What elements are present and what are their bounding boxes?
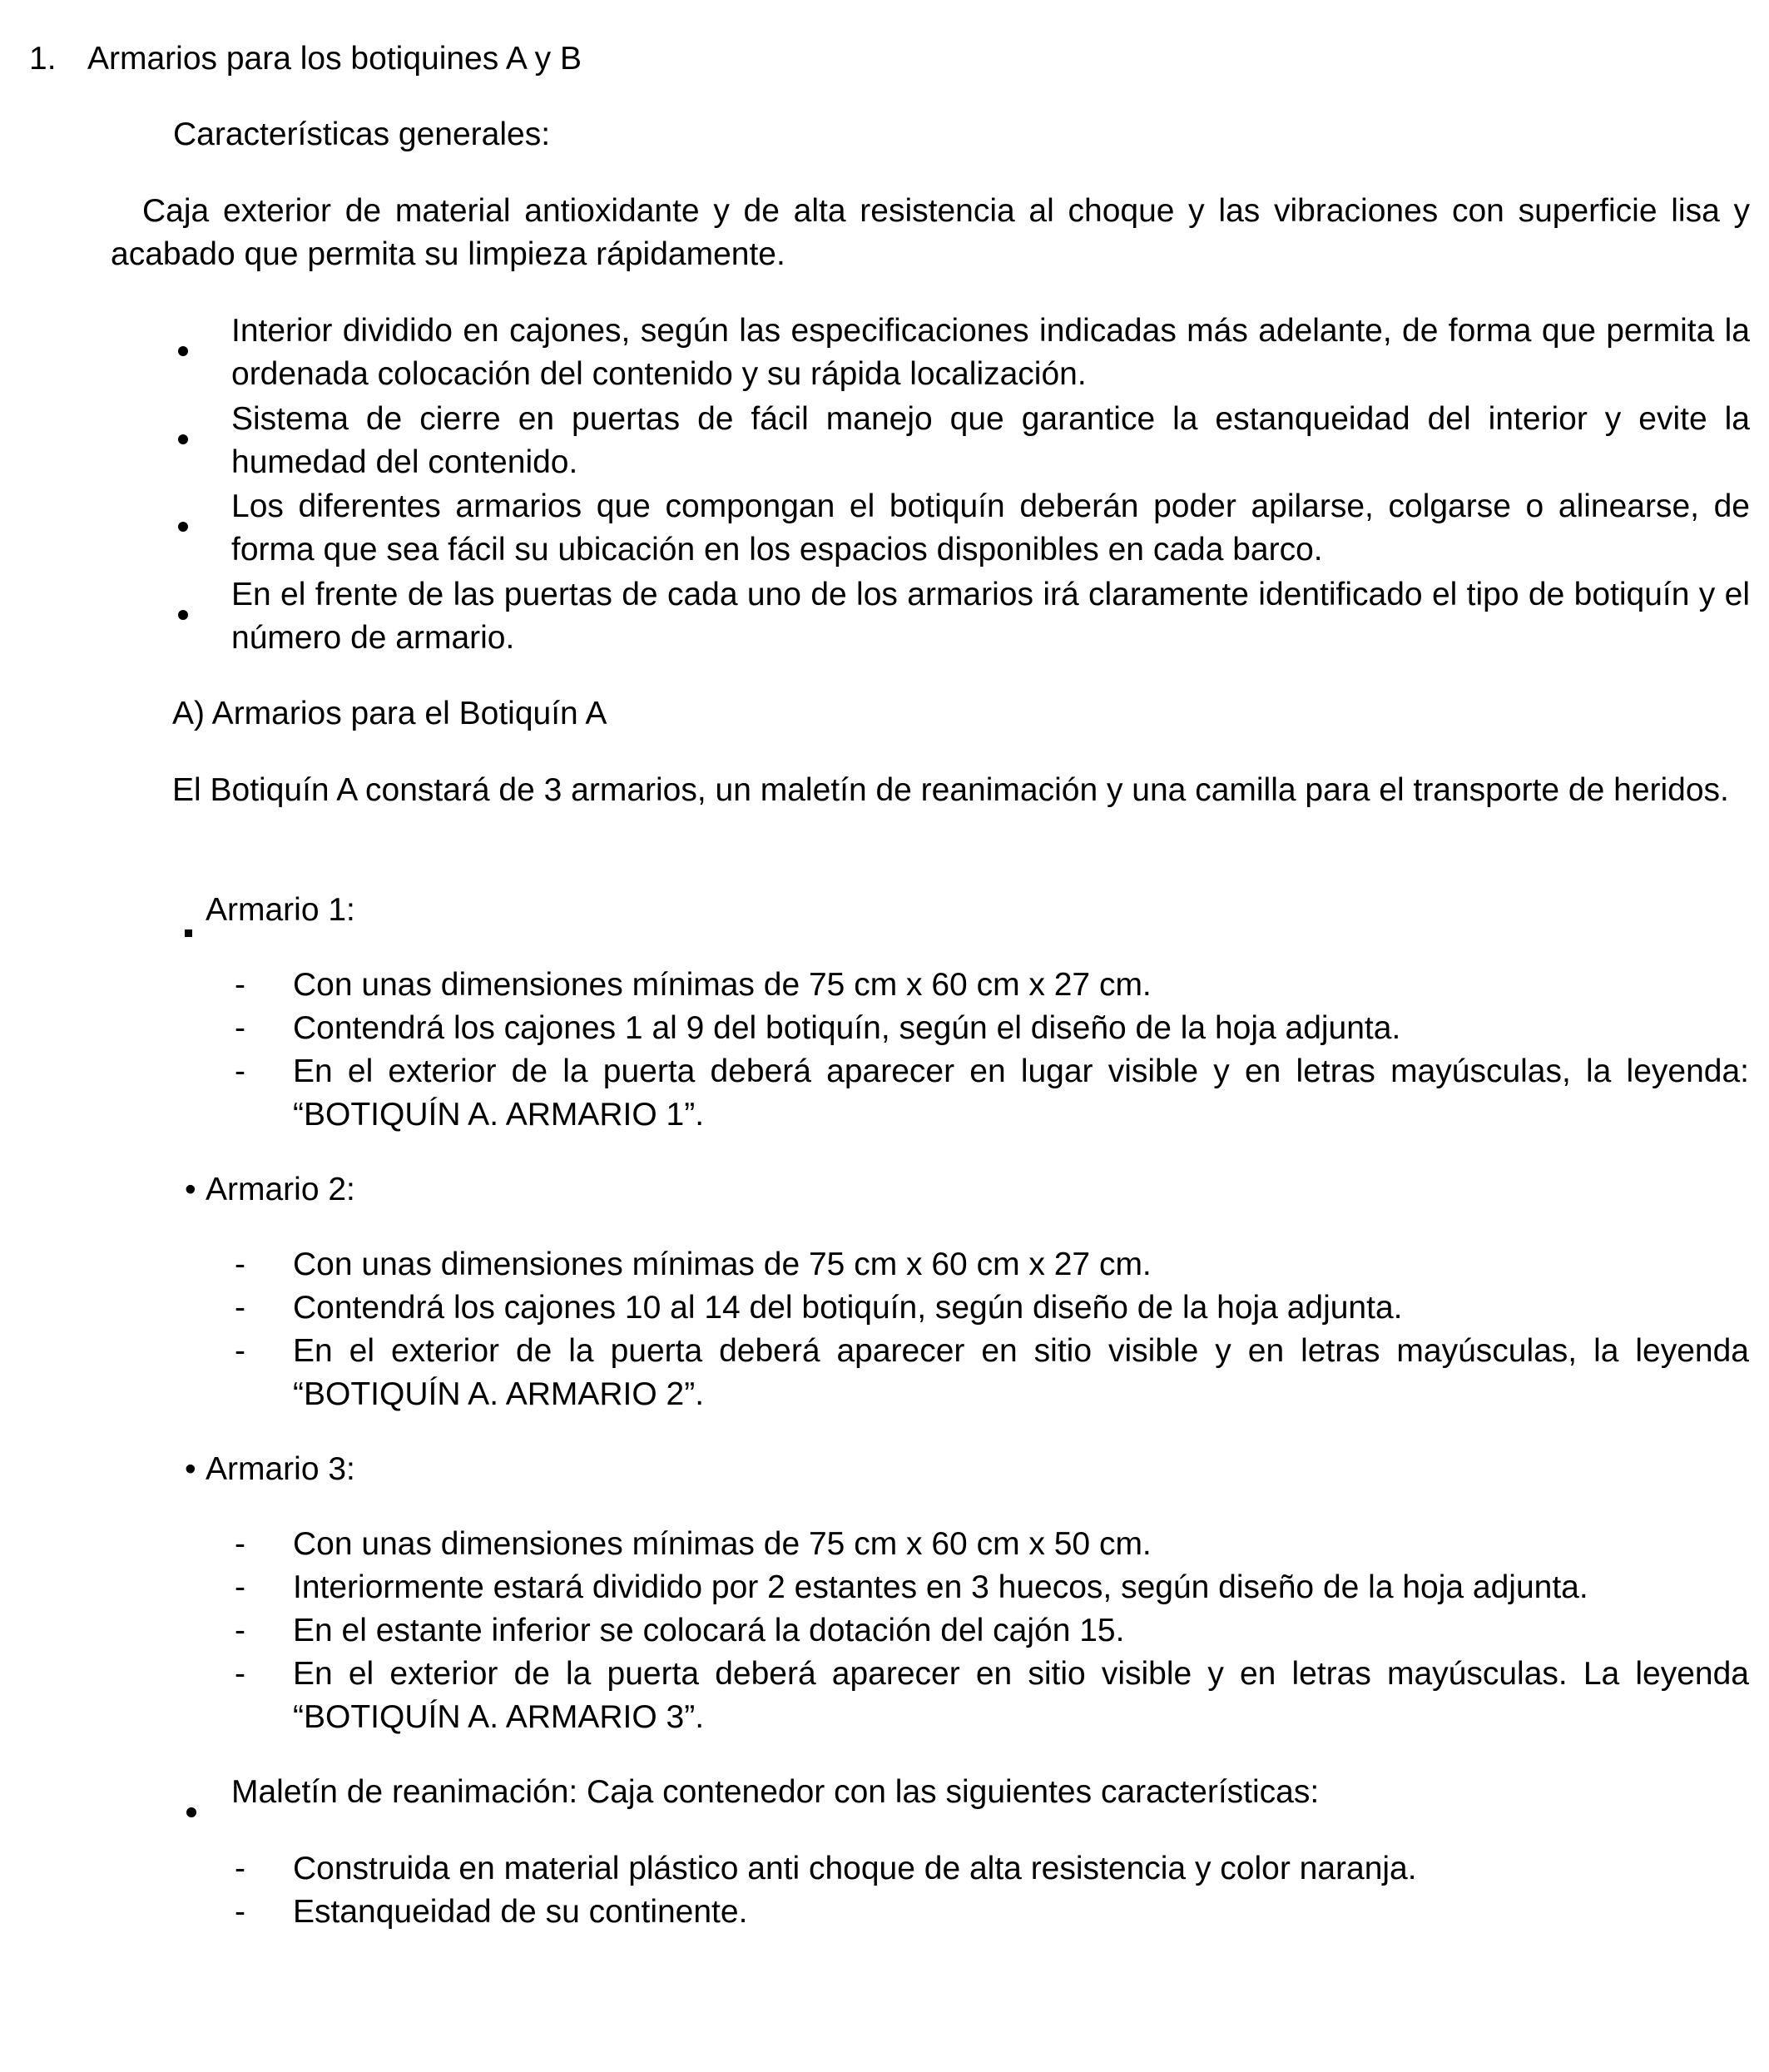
dash-marker: -	[235, 967, 245, 1003]
general-title: Características generales:	[173, 116, 551, 152]
dash-marker: -	[235, 1053, 245, 1089]
list-item-text: Con unas dimensiones mínimas de 75 cm x 60 cm x 50 cm.	[293, 1526, 1152, 1562]
bullet-marker: •	[185, 1172, 196, 1207]
armario-label: Armario 2:	[206, 1172, 355, 1207]
list-item-text: Contendrá los cajones 1 al 9 del botiquín, según el diseño de la hoja adjunta.	[293, 1010, 1401, 1046]
armario-label: Armario 3:	[206, 1451, 355, 1487]
list-item-text: Interiormente estará dividido por 2 estantes en 3 huecos, según diseño de la hoja adjunta.	[293, 1569, 1588, 1605]
dash-marker: -	[235, 1894, 245, 1930]
dash-marker: -	[235, 1526, 245, 1562]
list-item-text: Contendrá los cajones 10 al 14 del botiquín, según diseño de la hoja adjunta.	[293, 1290, 1403, 1326]
list-item-text: Interior dividido en cajones, según las especificaciones indicadas más adelante, de forma que permita la ordenada colocación del contenido y su rápida localización.	[231, 313, 1750, 392]
list-item-text: En el exterior de la puerta deberá aparecer en lugar visible y en letras mayúsculas, la leyenda: “BOTIQUÍN A. ARMARIO 1”.	[293, 1053, 1749, 1133]
heading-text: Armarios para los botiquines A y B	[87, 41, 582, 77]
square-bullet-icon	[185, 905, 192, 949]
list-item-text: En el estante inferior se colocará la dotación del cajón 15.	[293, 1613, 1125, 1648]
bullet-marker	[178, 413, 188, 456]
list-item-text: Construida en material plástico anti choque de alta resistencia y color naranja.	[293, 1851, 1417, 1886]
list-item-text: Sistema de cierre en puertas de fácil manejo que garantice la estanqueidad del interior y evite la humedad del contenido.	[231, 401, 1750, 480]
dash-marker: -	[235, 1333, 245, 1369]
section-a-paragraph: El Botiquín A constará de 3 armarios, un maletín de reanimación y una camilla para el transporte de heridos.	[172, 772, 1729, 808]
list-item-text: Con unas dimensiones mínimas de 75 cm x 60 cm x 27 cm.	[293, 1247, 1152, 1282]
dash-marker: -	[235, 1569, 245, 1605]
list-item-text: Estanqueidad de su continente.	[293, 1894, 748, 1930]
dash-marker: -	[235, 1010, 245, 1046]
bullet-marker: •	[185, 1451, 196, 1487]
dash-marker: -	[235, 1613, 245, 1648]
bullet-marker	[178, 325, 188, 368]
dash-marker: -	[235, 1851, 245, 1886]
dash-marker: -	[235, 1247, 245, 1282]
intro-paragraph	[111, 190, 1750, 276]
list-item-text: Con unas dimensiones mínimas de 75 cm x 60 cm x 27 cm.	[293, 967, 1152, 1003]
heading-number: 1.	[29, 41, 57, 77]
list-item-text: En el exterior de la puerta deberá aparecer en sitio visible y en letras mayúsculas. La leyenda “BOTIQUÍN A. ARMARIO 3”.	[293, 1656, 1749, 1735]
list-item-text: En el exterior de la puerta deberá aparecer en sitio visible y en letras mayúsculas, la leyenda “BOTIQUÍN A. ARMARIO 2”.	[293, 1333, 1749, 1412]
dash-marker: -	[235, 1656, 245, 1692]
bullet-marker	[186, 1786, 196, 1829]
intro-paragraph-text: Caja exterior de material antioxidante y de alta resistencia al choque y las vibraciones con superficie lisa y acabado que permita su limpieza rápidamente.	[111, 193, 1750, 272]
armario-label: Armario 1:	[206, 892, 355, 928]
maletin-text: Maletín de reanimación: Caja contenedor con las siguientes características:	[231, 1774, 1320, 1810]
list-item-text: Los diferentes armarios que compongan el botiquín deberán poder apilarse, colgarse o alinearse, de forma que sea fácil su ubicación en los espacios disponibles en cada barco.	[231, 488, 1750, 568]
section-a-title: A) Armarios para el Botiquín A	[172, 696, 607, 731]
list-item-text: En el frente de las puertas de cada uno de los armarios irá claramente identificado el tipo de botiquín y el número de armario.	[231, 577, 1750, 656]
bullet-marker	[178, 500, 188, 543]
section-heading	[29, 37, 778, 81]
bullet-marker	[178, 588, 188, 632]
dash-marker: -	[235, 1290, 245, 1326]
